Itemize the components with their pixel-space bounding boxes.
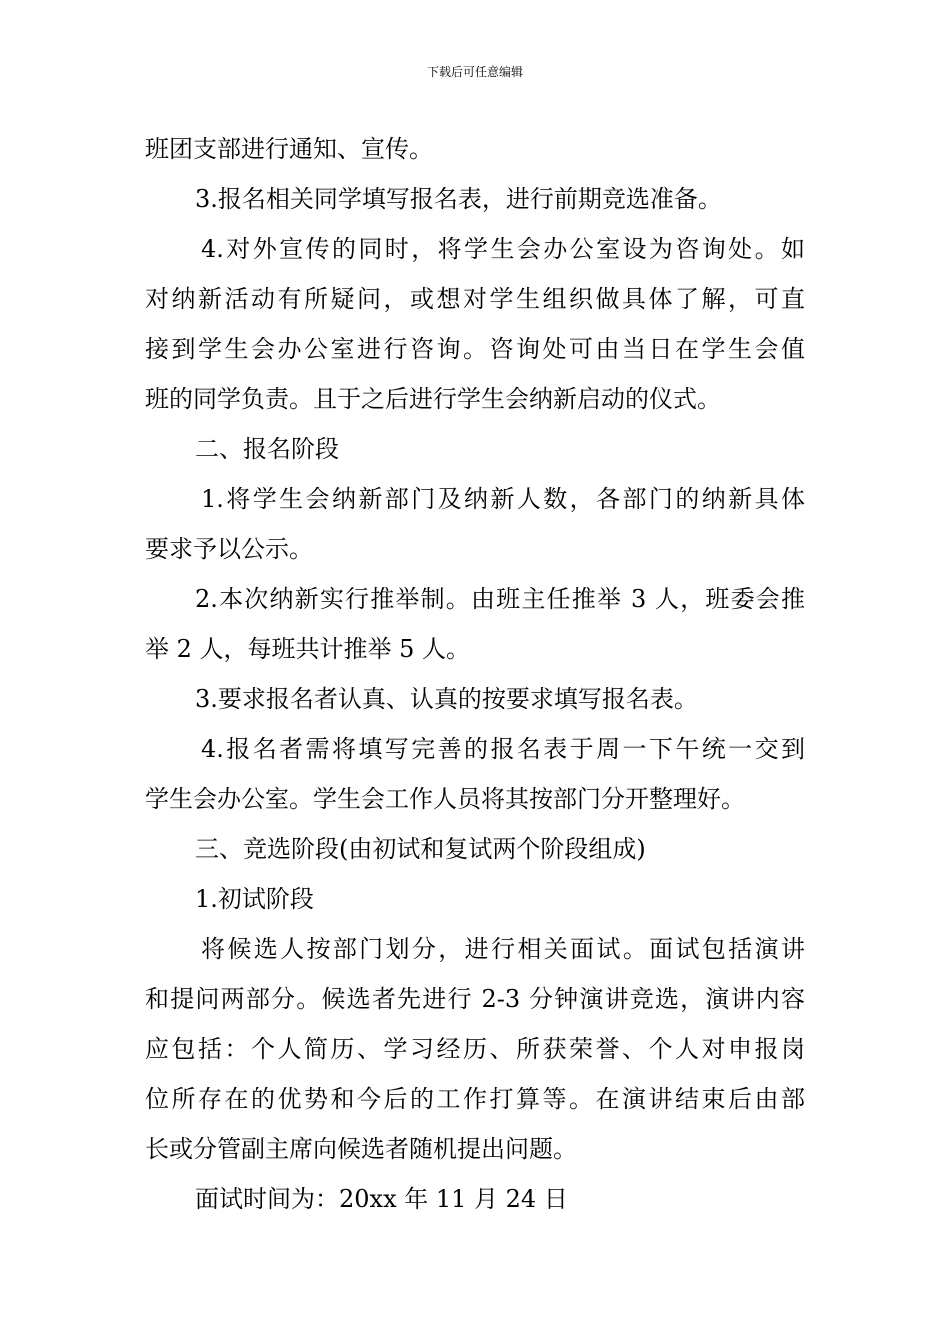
text-line: 将候选人按部门划分，进行相关面试。面试包括演讲 [201,935,805,963]
subsection-heading: 1.初试阶段 [195,885,314,913]
text-line: 长或分管副主席向候选者随机提出问题。 [145,1135,577,1163]
text-line: 面试时间为：20xx 年 11 月 24 日 [195,1185,568,1213]
document-body [145,124,805,1224]
text-line: 3.要求报名者认真、认真的按要求填写报名表。 [195,685,698,713]
text-line: 举 2 人，每班共计推举 5 人。 [145,635,471,663]
text-line: 4.报名者需将填写完善的报名表于周一下午统一交到 [201,735,805,763]
text-line: 和提问两部分。候选者先进行 2-3 分钟演讲竞选，演讲内容 [145,985,805,1013]
text-line: 应包括：个人简历、学习经历、所获荣誉、个人对申报岗 [145,1035,805,1063]
text-line: 要求予以公示。 [145,535,313,563]
text-line: 3.报名相关同学填写报名表，进行前期竞选准备。 [195,185,722,213]
section-heading: 二、报名阶段 [195,435,339,463]
text-line: 位所存在的优势和今后的工作打算等。在演讲结束后由部 [145,1085,805,1113]
text-line: 班团支部进行通知、宣传。 [145,135,433,163]
section-heading: 三、竞选阶段(由初试和复试两个阶段组成) [195,835,646,863]
text-line: 2.本次纳新实行推举制。由班主任推举 3 人，班委会推 [195,585,805,613]
text-line: 班的同学负责。且于之后进行学生会纳新启动的仪式。 [145,385,721,413]
text-line: 接到学生会办公室进行咨询。咨询处可由当日在学生会值 [145,335,805,363]
text-line: 对纳新活动有所疑问，或想对学生组织做具体了解，可直 [145,285,805,313]
page-header-note: 下载后可任意编辑 [426,65,523,79]
text-line: 4.对外宣传的同时，将学生会办公室设为咨询处。如 [201,235,805,263]
text-line: 1.将学生会纳新部门及纳新人数，各部门的纳新具体 [201,485,805,513]
text-line: 学生会办公室。学生会工作人员将其按部门分开整理好。 [145,785,745,813]
